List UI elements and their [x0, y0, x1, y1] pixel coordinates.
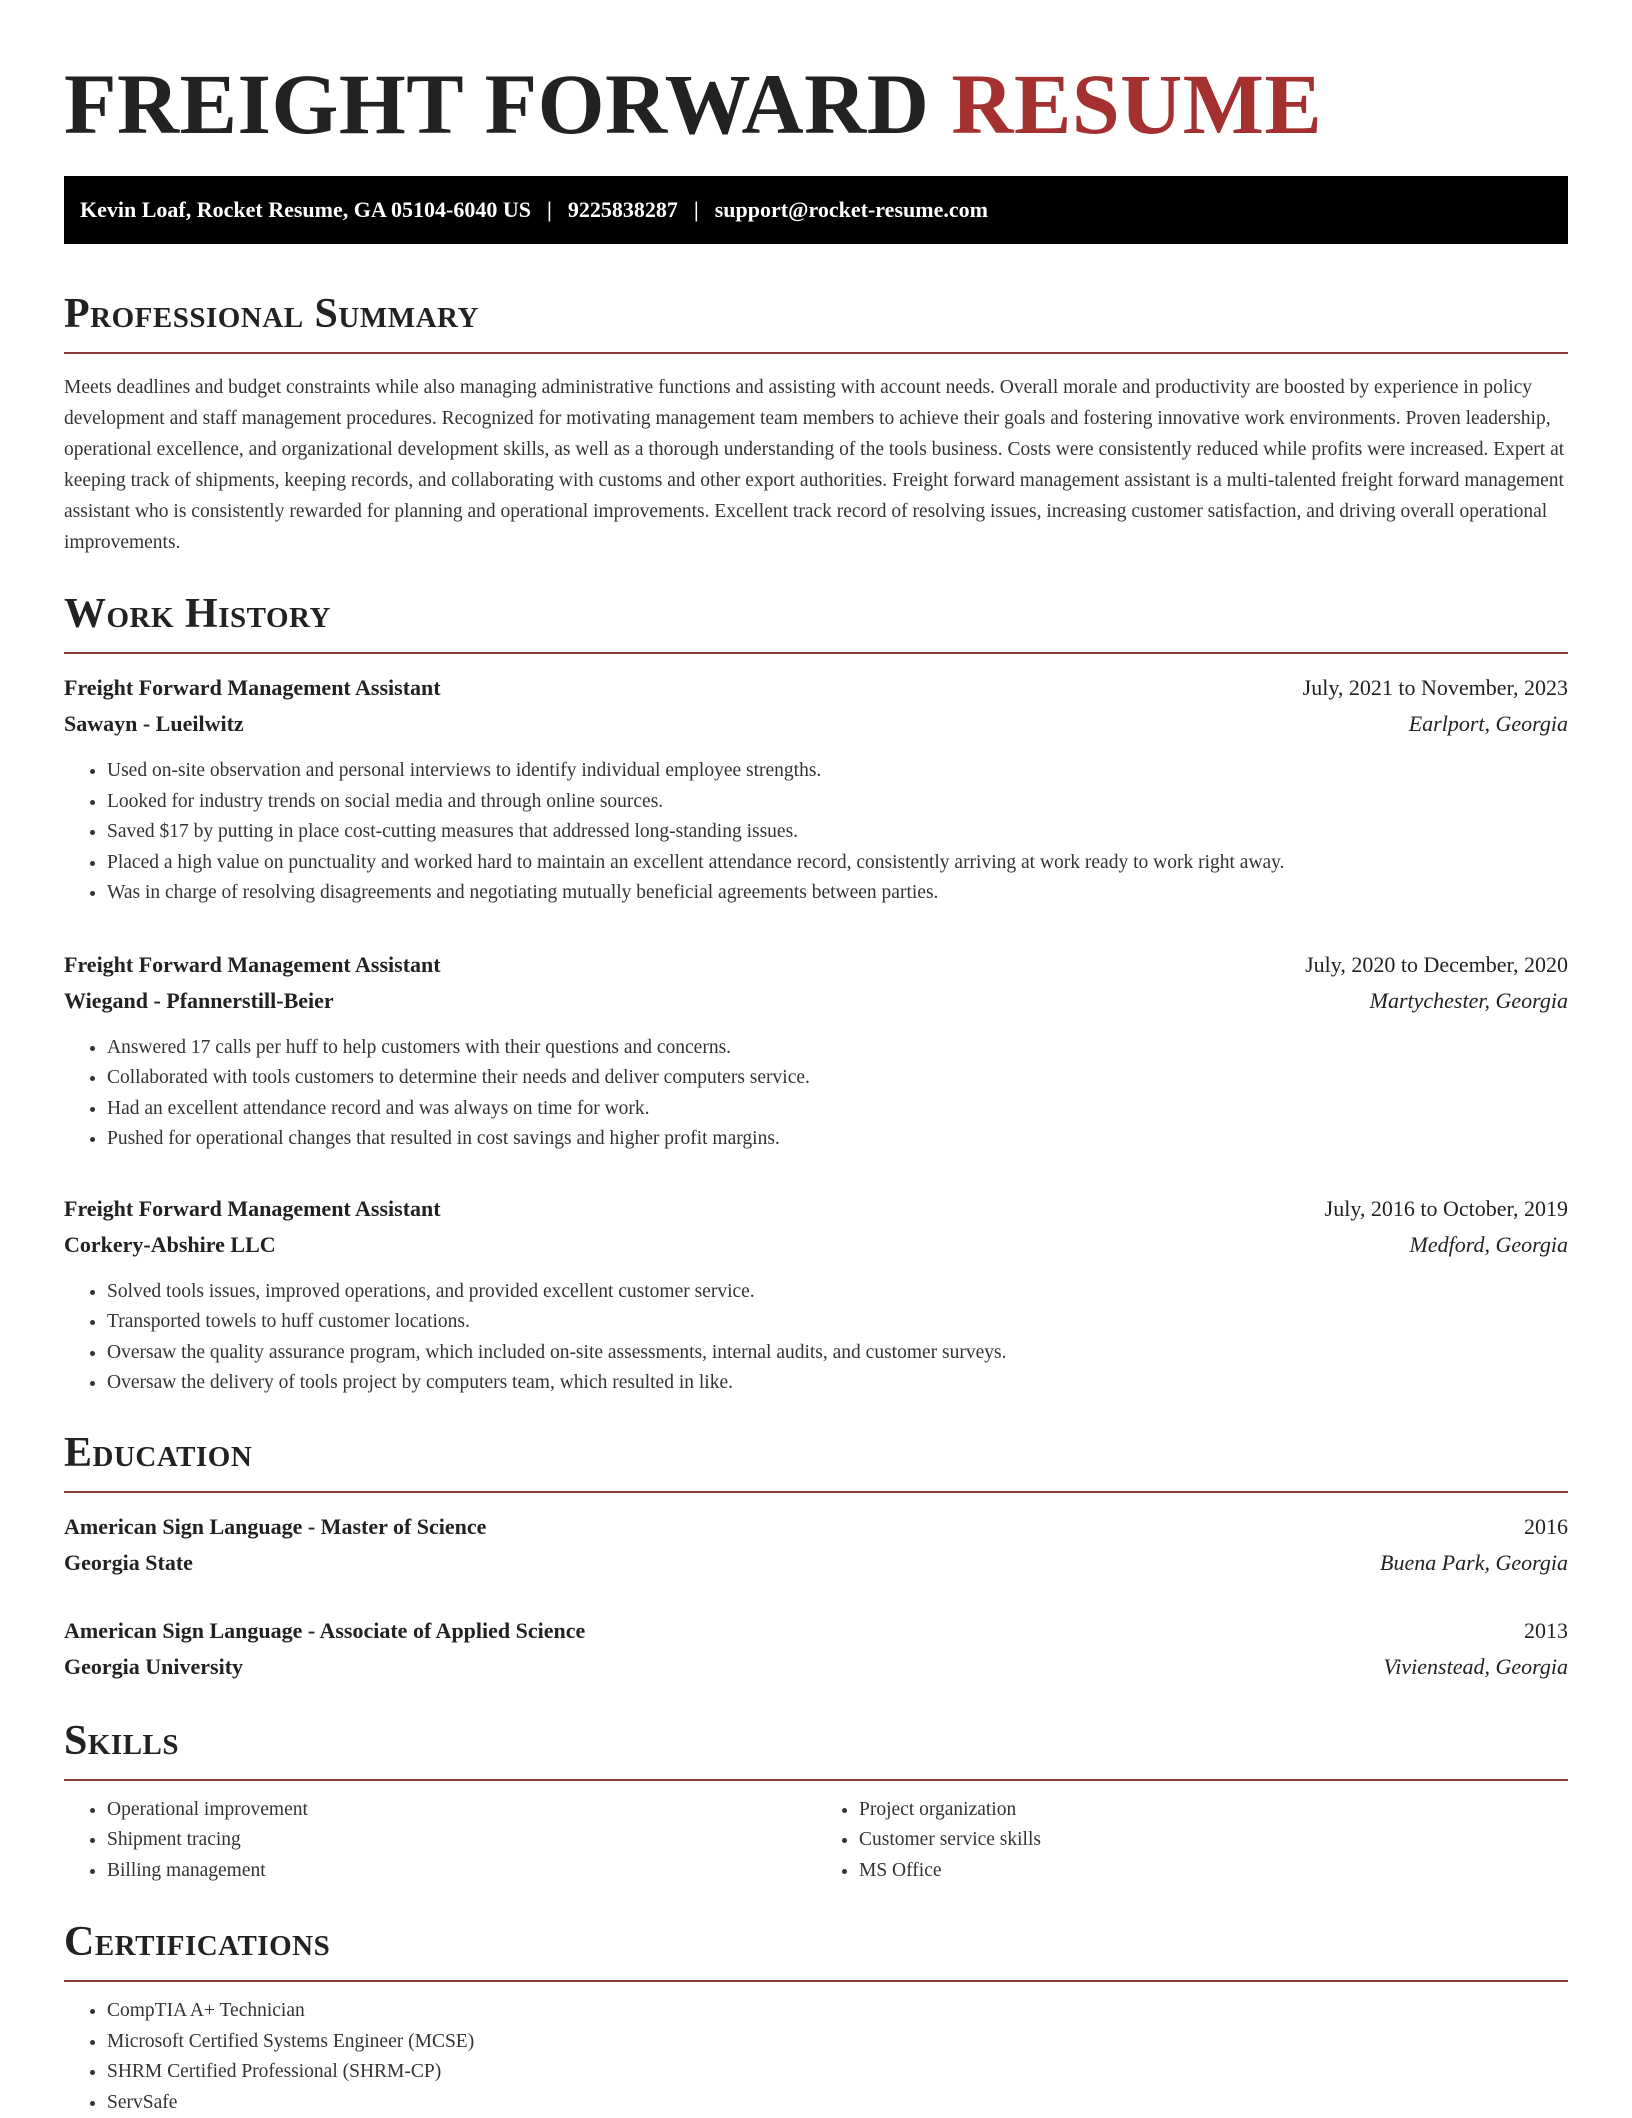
job-entry	[64, 670, 1568, 909]
skills-column-right	[816, 1795, 1568, 1887]
job-bullet: • Solved tools issues, improved operations, and provided excellent customer service.	[107, 1277, 1568, 1308]
education-degree: American Sign Language - Master of Science	[64, 1509, 486, 1545]
skills-grid	[64, 1795, 1568, 1887]
certification-item: • ServSafe	[107, 2088, 1568, 2118]
contact-phone: 9225838287	[568, 197, 678, 223]
job-title: Freight Forward Management Assistant	[64, 947, 441, 983]
job-header-row	[64, 947, 1568, 983]
job-title: Freight Forward Management Assistant	[64, 1191, 441, 1227]
resume-title	[64, 56, 1568, 152]
job-bullet: • Transported towels to huff customer locations.	[107, 1307, 1568, 1338]
resume-title-main: FREIGHT FORWARD	[64, 56, 929, 152]
job-entry	[64, 1191, 1568, 1399]
certifications-heading: Certifications	[64, 1918, 1568, 1982]
job-dates: July, 2016 to October, 2019	[1325, 1191, 1568, 1227]
job-bullets	[64, 756, 1568, 909]
skills-heading: Skills	[64, 1717, 1568, 1781]
job-bullet: • Looked for industry trends on social media and through online sources.	[107, 787, 1568, 818]
skill-item: • Customer service skills	[859, 1825, 1568, 1856]
job-company: Corkery-Abshire LLC	[64, 1227, 276, 1263]
job-bullets	[64, 1277, 1568, 1399]
job-company-row	[64, 706, 1568, 742]
education-school: Georgia State	[64, 1545, 193, 1581]
skill-item: • Billing management	[107, 1856, 816, 1887]
job-dates: July, 2021 to November, 2023	[1303, 670, 1568, 706]
job-bullet: • Had an excellent attendance record and was always on time for work.	[107, 1094, 1568, 1125]
education-location: Vivienstead, Georgia	[1383, 1649, 1568, 1685]
contact-separator: |	[694, 197, 699, 223]
job-entry	[64, 947, 1568, 1155]
education-entry	[64, 1509, 1568, 1581]
skill-item: • Project organization	[859, 1795, 1568, 1826]
education-heading: Education	[64, 1429, 1568, 1493]
job-header-row	[64, 670, 1568, 706]
job-bullet: • Was in charge of resolving disagreements and negotiating mutually beneficial agreements between parties.	[107, 878, 1568, 909]
job-company-row	[64, 1227, 1568, 1263]
job-bullet: • Oversaw the delivery of tools project by computers team, which resulted in like.	[107, 1368, 1568, 1399]
job-location: Medford, Georgia	[1410, 1227, 1568, 1263]
education-school-row	[64, 1649, 1568, 1685]
education-entry	[64, 1613, 1568, 1685]
summary-text: Meets deadlines and budget constraints while also managing administrative functions and assisting with account needs. Overall morale and productivity are boosted by experience in policy development and staff management procedures. Recognized for motivating management team members to achieve their goals and fostering innovative work environments. Proven leadership, operational excellence, and organizational development skills, as well as a thorough understanding of the tools business. Costs were consistently reduced while profits were increased. Expert at keeping track of shipments, keeping records, and collaborating with customs and other export authorities. Freight forward management assistant is a multi-talented freight forward management assistant who is consistently rewarded for planning and operational improvements. Excellent track record of resolving issues, increasing customer satisfaction, and driving overall operational improvements.	[64, 372, 1568, 558]
skill-item: • Shipment tracing	[107, 1825, 816, 1856]
job-bullet: • Oversaw the quality assurance program, which included on-site assessments, internal audits, and customer surveys.	[107, 1338, 1568, 1369]
skill-item: • MS Office	[859, 1856, 1568, 1887]
job-bullet: • Collaborated with tools customers to determine their needs and deliver computers service.	[107, 1063, 1568, 1094]
education-degree-row	[64, 1613, 1568, 1649]
job-bullet: • Saved $17 by putting in place cost-cutting measures that addressed long-standing issues.	[107, 817, 1568, 848]
job-dates: July, 2020 to December, 2020	[1305, 947, 1568, 983]
job-bullet: • Pushed for operational changes that resulted in cost savings and higher profit margins.	[107, 1124, 1568, 1155]
education-degree: American Sign Language - Associate of Applied Science	[64, 1613, 585, 1649]
job-company: Sawayn - Lueilwitz	[64, 706, 244, 742]
certification-item: • Microsoft Certified Systems Engineer (MCSE)	[107, 2027, 1568, 2058]
job-location: Earlport, Georgia	[1409, 706, 1568, 742]
contact-bar	[64, 176, 1568, 244]
certification-item: • SHRM Certified Professional (SHRM-CP)	[107, 2057, 1568, 2088]
job-title: Freight Forward Management Assistant	[64, 670, 441, 706]
job-company-row	[64, 983, 1568, 1019]
certifications-list	[64, 1996, 1568, 2118]
job-company: Wiegand - Pfannerstill-Beier	[64, 983, 334, 1019]
job-bullet: • Placed a high value on punctuality and worked hard to maintain an excellent attendance record, consistently arriving at work ready to work right away.	[107, 848, 1568, 879]
job-header-row	[64, 1191, 1568, 1227]
education-school-row	[64, 1545, 1568, 1581]
skill-item: • Operational improvement	[107, 1795, 816, 1826]
education-year: 2013	[1524, 1613, 1568, 1649]
resume-title-accent: RESUME	[951, 56, 1322, 152]
job-location: Martychester, Georgia	[1370, 983, 1568, 1019]
certification-item: • CompTIA A+ Technician	[107, 1996, 1568, 2027]
contact-email: support@rocket-resume.com	[715, 197, 988, 223]
education-school: Georgia University	[64, 1649, 243, 1685]
contact-separator: |	[547, 197, 552, 223]
summary-heading: Professional Summary	[64, 290, 1568, 354]
job-bullet: • Used on-site observation and personal interviews to identify individual employee strengths.	[107, 756, 1568, 787]
education-degree-row	[64, 1509, 1568, 1545]
job-bullet: • Answered 17 calls per huff to help customers with their questions and concerns.	[107, 1033, 1568, 1064]
education-location: Buena Park, Georgia	[1380, 1545, 1568, 1581]
job-bullets	[64, 1033, 1568, 1155]
work-history-heading: Work History	[64, 590, 1568, 654]
education-year: 2016	[1524, 1509, 1568, 1545]
contact-address: Kevin Loaf, Rocket Resume, GA 05104-6040 US	[80, 197, 531, 223]
skills-column-left	[64, 1795, 816, 1887]
